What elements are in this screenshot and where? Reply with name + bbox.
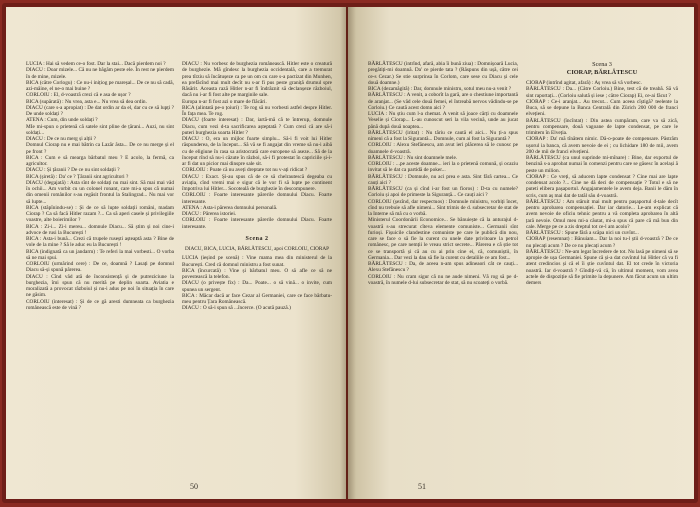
dialogue-line: BĂRLĂTESCU (iritat) : Nu tăriu ce caută el aici... Nu ți-a spus nimeni că a fost la Sigurantă... Domnule, cum ai fost la Sigurantă ? — [368, 129, 518, 142]
dialogue-line: Domnul Ciorap nu e mai bătrin ca Lazăr ăsta... De ce nu merge și el pe front ? — [26, 142, 174, 155]
scene-characters: DIACU, BICA, LUCIA, BĂRLĂTESCU, apoi CORLOIU, CIORAP — [185, 246, 329, 252]
dialogue-line: BICA : Cum e să mearga bărbatul meu ? E acolo, la fermă, ca agricultor. — [26, 154, 174, 167]
dialogue-line: BICA : Zi-i... Zi-i mereu... domnule Diacu... Să știm și noi cine-i advoce de rusi la București ! — [26, 223, 174, 236]
dialogue-line: BICA (șiretă) : Da' ce ? Țăranii sint agricultori ? — [26, 173, 129, 180]
open-book — [2, 3, 698, 503]
dialogue-line: CORLOIU (interesat) : Și de ce gă aresti dumneata ca burghezia românească este de vină ? — [26, 298, 174, 311]
dialogue-line: BĂRLĂTESCU : Domnule, nu aci prea e asta. Sint fără cartea... Ce cauți aici ? — [368, 173, 518, 186]
dialogue-line: BĂRLĂTESCU : Spune fără a scăpa nici un cuvînt... — [526, 230, 639, 236]
right-scene-header — [526, 61, 678, 77]
dialogue-line: CORLOIU : Foarte interesante părerile domnului Diacu. Foarte interesante. — [182, 192, 332, 205]
dialogue-line: Ministerul Coordonării Economice... Se bănuiește că la anturajul d-voastră s-au strecurat cîteva elemente comuniste... Germanii sînt furioși. Fișuicile clandestine comuniste pe care le publică din nou, care se face o să fie la curent cu unele date privitoare la petrol românesc, pe care nemții le vreau strict secrete... Părerea e că știe tot ce se transportă și că au cu ai prin cine ei, că, comuniștii, în Germania... Dar vezi la dau să fie la curent cu detaliile ce am fost... — [368, 217, 518, 261]
dialogue-line: DIACU : Exact. Și-au spus că de ce să chelrautescă degeaba cu aviația, cînd vremi mai e sigur că le vor fi să lupte pe continent împotriva lui Hitler... Socoteală de burghezie în descompunere. — [182, 173, 332, 192]
dialogue-line: MIe mi-spun o prietenă că satele sint pline de țărani... Auzi, nu sint soldați... — [26, 123, 174, 136]
dialogue-line: BICA : Măcar dacă ar face Cezar al Germaniei, care ce face bărbatu-meu pentru Țara Românească. — [182, 292, 332, 305]
dialogue-line: CORLOIU (urmărind cere) : De ce, doamnă ? Lasați pe domnul Diacu să-și spună părerea. — [26, 261, 174, 274]
dialogue-line: CIORAP : Ce vreți, să aducem lapte condensat ? Cine mai are lapte condensat acolo ?... Cine ne dă deci de compensație ? Totul e să ne puteti elibera pașaportul. Angajamentele le avem deja. Banii le dăm în scris, cum aș mai dat de tatăl său d-voastră. — [526, 173, 678, 199]
right-page — [348, 7, 694, 499]
dialogue-line: DIACU : De ce nu merg și alții ? — [26, 136, 96, 142]
dialogue-line: BĂRLĂTESCU (ca și cînd i-ar fost un fioros) : D-ta cu numele? Corloiu și apoi de primeste la Siguranță... Ce cauți aici ? — [368, 186, 518, 199]
dialogue-line: LUCIA : Nu știu cum l-a chemat. A venit să joace cărți cu doamnele Veselie și Ciorap... L-au cunoscut seri la vila vecină, unde au jucat până după două noaptea... — [368, 111, 518, 130]
dialogue-line: CORLOIU : El, d-voastră crezi că e asa de ușor ? — [26, 92, 131, 99]
dialogue-line: DIACU (o privește fix) : Da... Poate... o să vină... o invite, cum spunea un sergent. — [182, 280, 332, 293]
dialogue-line: CIORAP : Da' mă tînătem nimic. Dă-o-poate de compensare. Păstrăm ușorul ia banca, că avem nevoie de ei ; cu lichidare 180 de mii, avem 200 de mii de franci elvețieni. — [526, 136, 678, 155]
dialogue-line: DIACU : Nu vorbesc de burghezia românească. Hitler este o creatură de burghezie. Mă gîndesc la burghezia occidentală, care a tremurat prea tîrziu să încătușeze ca pe un om cu care s-a pactizat din Munhen, ea prefăcînd mai mult decît nu s-ar fi pus peste graniță drumul spre Răsărit. Aceasta rază Hitler n-ar fi îndrăznit să declanșeze războiul, dacă nu i-ar fi fost alte pe marginile sale. — [182, 61, 332, 99]
dialogue-line: BĂRLĂTESCU : Am stăruit mai mult pentru pașaportul d-tale decît pentru aprobarea compensației. Dar iar datorie... Le-am explicat că avem nevoie de oficiu tehnic pentru a vă completa aprobarea în altă țară nevoie. Omul meu mi-a căutat, mi-a spus că pare că mă bun din cale. Merge pe ce a zis dreptul tot ce-l am acolo? — [526, 198, 678, 230]
dialogue-line: Europa n-ar fi fost azi o mare de flăcări. — [182, 98, 267, 105]
dialogue-line: BĂRLĂTESCU (ca unul suprinde mi-mînare) : Bine, dar exportul de benzină s-a aprobat numai în comenzi pentru care se găsesc în același ă peste un milion. — [526, 155, 678, 174]
dialogue-line: CORLOIU : Alexu Stefănescu, am avut ieri plăcerea să le cunosc pe doamnele d-voastră. — [368, 142, 518, 155]
dialogue-line: CIORAP (intrînd agitat, afară) : Aș vrea să vă vorbesc. — [526, 80, 642, 86]
dialogue-line: CORLOIU : Poate că nu aveți dreptate tot nu v-ați ridicat ? — [182, 167, 308, 174]
left-column-2 — [182, 61, 332, 312]
left-column-1 — [26, 61, 174, 311]
dialogue-line: BĂRLĂTESCU : Ne-am legat încredere de tot. Nu lasă pe nimeni să se apropie de ușa Germaniei. Spune că și-a dat cuvîntul lui Hitler că va fi atent credincios și că el îi știe cuvîntul dat. El tot crede în victoria noastră. Iar d-voastră ? Gîndiți-vă că, în ultimul moment, vom avea actele de dispoziție să fie primite la depunere. Am făcut acum un ultim demers — [526, 248, 678, 286]
dialogue-line: LUCIA (ieșind pe scenă) : Vine mama mea din ministerul de la București. Cred că domnul ministru a fost sunat. — [182, 255, 332, 268]
dialogue-line: BĂRLĂTESCU (intrînd, afară, abia îi bună ziua) : Domnișoară Lucia, pregătiți-mi doamnă. Da' ce pierde tata ? (Răspuns din ușă, către cei ce-s Cezar.) Se stie surprinsa în Corlom, care sese cu Diacu și cele două doamne.) — [368, 61, 518, 86]
dialogue-line: DIACU : O să-i spun să ...încerce. (O acută pauză.) — [182, 305, 291, 312]
dialogue-line: BICA : Asta-i bună... Crezi că trupele rusești așteaptă asta ? Bine de vole de la mine ? Să le aduc eu la București ! — [26, 236, 174, 249]
dialogue-line: BĂRLĂTESCU (încîntat) : Din astea cumpăram, care va să zică, pentru compensare, două vagoane de lapte condensat, pe care le trimitem în Elveția. — [526, 117, 678, 136]
dialogue-line: DIACU (degajată) : Asta sînt de soldați nu mai sint. Să mai mai văd în ochii... Am vorbit cu un colonel ronant, care mi-a spus că numai din omenii românilor s-au regăsit frontul la Stalingrad... Nu mai vor să lupte... — [26, 179, 174, 205]
dialogue-line: ATENA : Cum, din unde soldați ? — [26, 117, 98, 124]
dialogue-line: CORLOIU : Foarte interesante părerile domnului Diacu. Foarte interesante. — [182, 217, 332, 230]
dialogue-line: BĂRLĂTESCU : Nu sint doamnele mele. — [368, 154, 458, 161]
dialogue-line: DIACU : O, era un mijloc foarte simplu... Să-i fi voit lui Hitler răspunderea, de la început... Să vă se fi angajat din vreme să nu-i aibă cu de eligiune în rasa sa aristocrată care europene să aseze... Să de la început rînd să nu-i căzute în război, să-i fi protestat în capriciile și-i-ar fi dat un picior mai dinspre sale sit. — [182, 136, 332, 167]
page-number-left: 50 — [190, 482, 198, 491]
dialogue-line: BICA (încurcată) : Vine și bărbatul meu. O să afle ce să ne povestească la telefon. — [182, 267, 332, 280]
dialogue-line: BICA (stăpînindu-se) : Și de ce să lupte soldații români, madam Ciorap ? Ca să facă Hitler razam ?... Ca să aperi casele și privilegiile voastre, alte boierimilor ? — [26, 204, 174, 224]
dialogue-line: CIORAP : Ce-i aranjat... Au trecut... Cum aceea cîștigă? teelente la Buca, să se depune la Banca Centrală din Zürich 200 000 de franci elvețieni. — [526, 98, 678, 118]
scene-heading: Scena 3 — [592, 61, 612, 68]
left-page — [6, 7, 346, 499]
dialogue-line: DIACU : Doar mizele... Că nu ne băgăm peste ele. În rest ne pierdem în de mine, mizele. — [26, 67, 174, 80]
scene-heading: Scena 2 — [245, 235, 269, 242]
dialogue-line: LUCIA : Hai să vedem ce-o fost. Dar la stai... Dacă pierdem noi ? — [26, 61, 166, 67]
dialogue-line: DIACU (care s-a apropiat) : De dat ordin ar da el, dar cu ce să lupți ? De unde soldați ? — [26, 104, 174, 117]
dialogue-line: DIACU (foarte interesat) : Dar, iartă-mă că te întrerup, domnule Diacu, cum vezi d-ta sacrificarea așteptată ? Cum crezi că are să-i puteri burghezia soarta Hitler ? — [182, 117, 332, 136]
dialogue-line: DIACU : Și țăranii ? De ce nu sint soldații ? — [26, 167, 120, 174]
dialogue-line: BICA (către Corlogu) : Ce nu-i inițiog pe mareșal... De ce nu să cadă, azi-mâine, el ne-o mai buine ? — [26, 79, 174, 92]
dialogue-line: CIORAP (resemnat) : Bănuiam... Dar la noi tu-l știi d-voastră ? De ce nu plecați acum ? De ce nu plecați acum ? — [526, 236, 678, 249]
page-number-right: 51 — [418, 482, 426, 491]
dialogue-line: BĂRLĂTESCU : A venit, a coborît la gară, are o chestiune importantă de aranjat... (Se văd cele două femei, el întreabă nervos vădindu-se pe Corloiu.) Ce caută acest domn aici ? — [368, 92, 518, 111]
scene-characters: CIORAP, BĂRLĂTESCU — [566, 69, 638, 76]
dialogue-line: BICA (indignată ca un jandarm) : Te referi la mai vorbesti... O vorba să ne mai spui. — [26, 248, 174, 261]
book-gutter — [340, 7, 356, 499]
dialogue-line: CORLOIU : Nu cram sigur că nu ne aude nimeni. Vă rog să pe d-voastră, în numele d-lui subsecretar de stat, să nu scoateți o vorbă. — [368, 273, 518, 286]
dialogue-line: BICA (supărată) : Nu vrea, asta e... Nu vrea să dea ordin. — [26, 98, 147, 105]
right-column-2 — [526, 80, 678, 286]
dialogue-line: BĂRLĂTESCU : Da... (Către Corloiu.) Bine, test că de treabă. Să vă sint raportați... (Corloiu salută și iese ; către Ciorap) Ei, ce-ai făcut ? — [526, 86, 678, 99]
right-column-1 — [368, 61, 518, 286]
dialogue-line: BICA (alintată pe-o țoiuri) : Te rog să nu vorbesti astfel despre Hitler. În fața mea. Te rog. — [182, 104, 332, 117]
dialogue-line: DIACU : Părerea istoriei. — [182, 211, 237, 217]
dialogue-line: CORLOIU : ...pe aceste doamne... ieri la o prietenă comună, și ocaziu invitat să le dat ca partidă de poker... — [368, 161, 518, 174]
dialogue-line: BICA (dezamăgită) : Dar, domnule ministru, sotul meu nu-a venit ? — [368, 86, 512, 92]
dialogue-line: ATENA : Asta-i părerea domnului personală. — [182, 204, 278, 211]
dialogue-line: CORLOIU (șezînd, dar respectuos) : Domnule ministru, vorbiți încet, cînd nu trebuie să afle nimeni... Sint trimis de d. subsecretar de stat de la Interne să mă cu o vorbă. — [368, 198, 518, 217]
dialogue-line: BĂRLĂTESCU : Da, de aceea n-am spus adineaori cât ce cauți... Alexu Stefănescu ? — [368, 261, 518, 274]
dialogue-line: DIACU : Cînd văd ată de înconsistență și de putreziciune la burghezia, îmi spun că nu merită pe deplin soarta. Aviatia e moralizată a provocat războiul și nu-i adus pe noi în situația în care ne găsim. — [26, 273, 174, 299]
